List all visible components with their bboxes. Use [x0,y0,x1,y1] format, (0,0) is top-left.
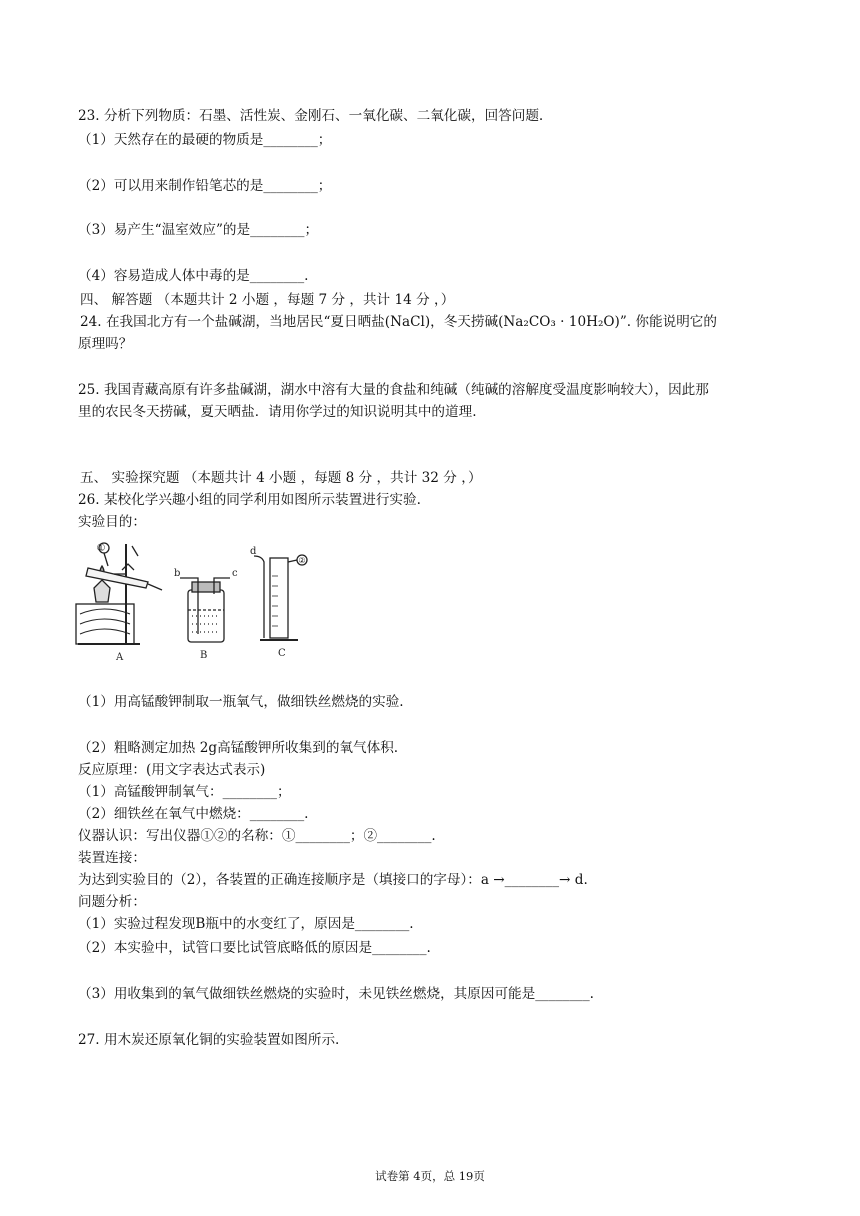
q26-stem: 26. 某校化学兴趣小组的同学利用如图所示装置进行实验. [78,492,421,508]
bottle-b [188,590,224,642]
q23-part2: （2）可以用来制作铅笔芯的是________； [78,178,332,194]
q23-stem: 23. 分析下列物质：石墨、活性炭、金刚石、一氧化碳、二氧化碳，回答问题. [78,108,544,124]
section4-heading: 四、 解答题 （本题共计 2 小题 ，每题 7 分 ，共计 14 分 ，） [80,292,455,308]
q25-line1: 25. 我国青藏高原有许多盐碱湖，湖水中溶有大量的食盐和纯碱（纯碱的溶解度受温度影响较大），因此那 [78,382,709,398]
apparatus-figure [74,536,314,666]
q25-line2: 里的农民冬天捞碱，夏天晒盐．请用你学过的知识说明其中的道理. [78,404,477,420]
q26-instruments: 仪器认识：写出仪器①②的名称：①________；②________. [78,828,436,844]
q23-part4: （4）容易造成人体中毒的是________. [78,268,309,284]
q24-line1: 24. 在我国北方有一个盐碱湖，当地居民“夏日晒盐(NaCl)，冬天捞碱(Na₂CO₃ · 10H₂O)”. 你能说明它的 [80,314,717,330]
q26-aim1: （1）用高锰酸钾制取一瓶氧气，做细铁丝燃烧的实验. [78,694,404,710]
q26-analysis1: （1）实验过程发现B瓶中的水变红了，原因是________. [78,916,414,932]
port-b: b [174,568,181,579]
q26-purpose-label: 实验目的： [78,514,146,530]
q26-connect: 为达到实验目的（2），各装置的正确连接顺序是（填接口的字母）：a →________→ d. [78,872,588,888]
test-tube [86,568,148,588]
q26-connect-label: 装置连接： [78,850,146,866]
q26-principle-label: 反应原理：(用文字表达式表示) [78,762,266,778]
q23-part3: （3）易产生“温室效应”的是________； [78,222,319,238]
section5-heading: 五、 实验探究题 （本题共计 4 小题 ，每题 8 分 ，共计 32 分 ，） [80,470,482,486]
label-b: B [200,650,208,661]
q27-stem: 27. 用木炭还原氧化铜的实验装置如图所示. [78,1032,340,1048]
q26-principle2: （2）细铁丝在氧气中燃烧：________. [78,806,309,822]
q26-analysis3: （3）用收集到的氧气做细铁丝燃烧的实验时，未见铁丝燃烧，其原因可能是________. [78,986,594,1002]
label-a: A [116,652,124,663]
q26-analysis2: （2）本实验中，试管口要比试管底略低的原因是________. [78,940,431,956]
q26-analysis-label: 问题分析： [78,894,146,910]
q26-principle1: （1）高锰酸钾制氧气：________； [78,784,291,800]
mark-2: ② [298,556,306,565]
port-d: d [250,546,257,557]
q24-line2: 原理吗？ [78,336,133,352]
mark-1: ① [96,543,106,554]
label-c: C [278,648,286,659]
q26-aim2: （2）粗略测定加热 2g高锰酸钾所收集到的氧气体积. [78,740,399,756]
q23-part1: （1）天然存在的最硬的物质是________； [78,132,332,148]
port-c: c [232,568,238,579]
page-footer: 试卷第 4页，总 19页 [375,1169,485,1183]
